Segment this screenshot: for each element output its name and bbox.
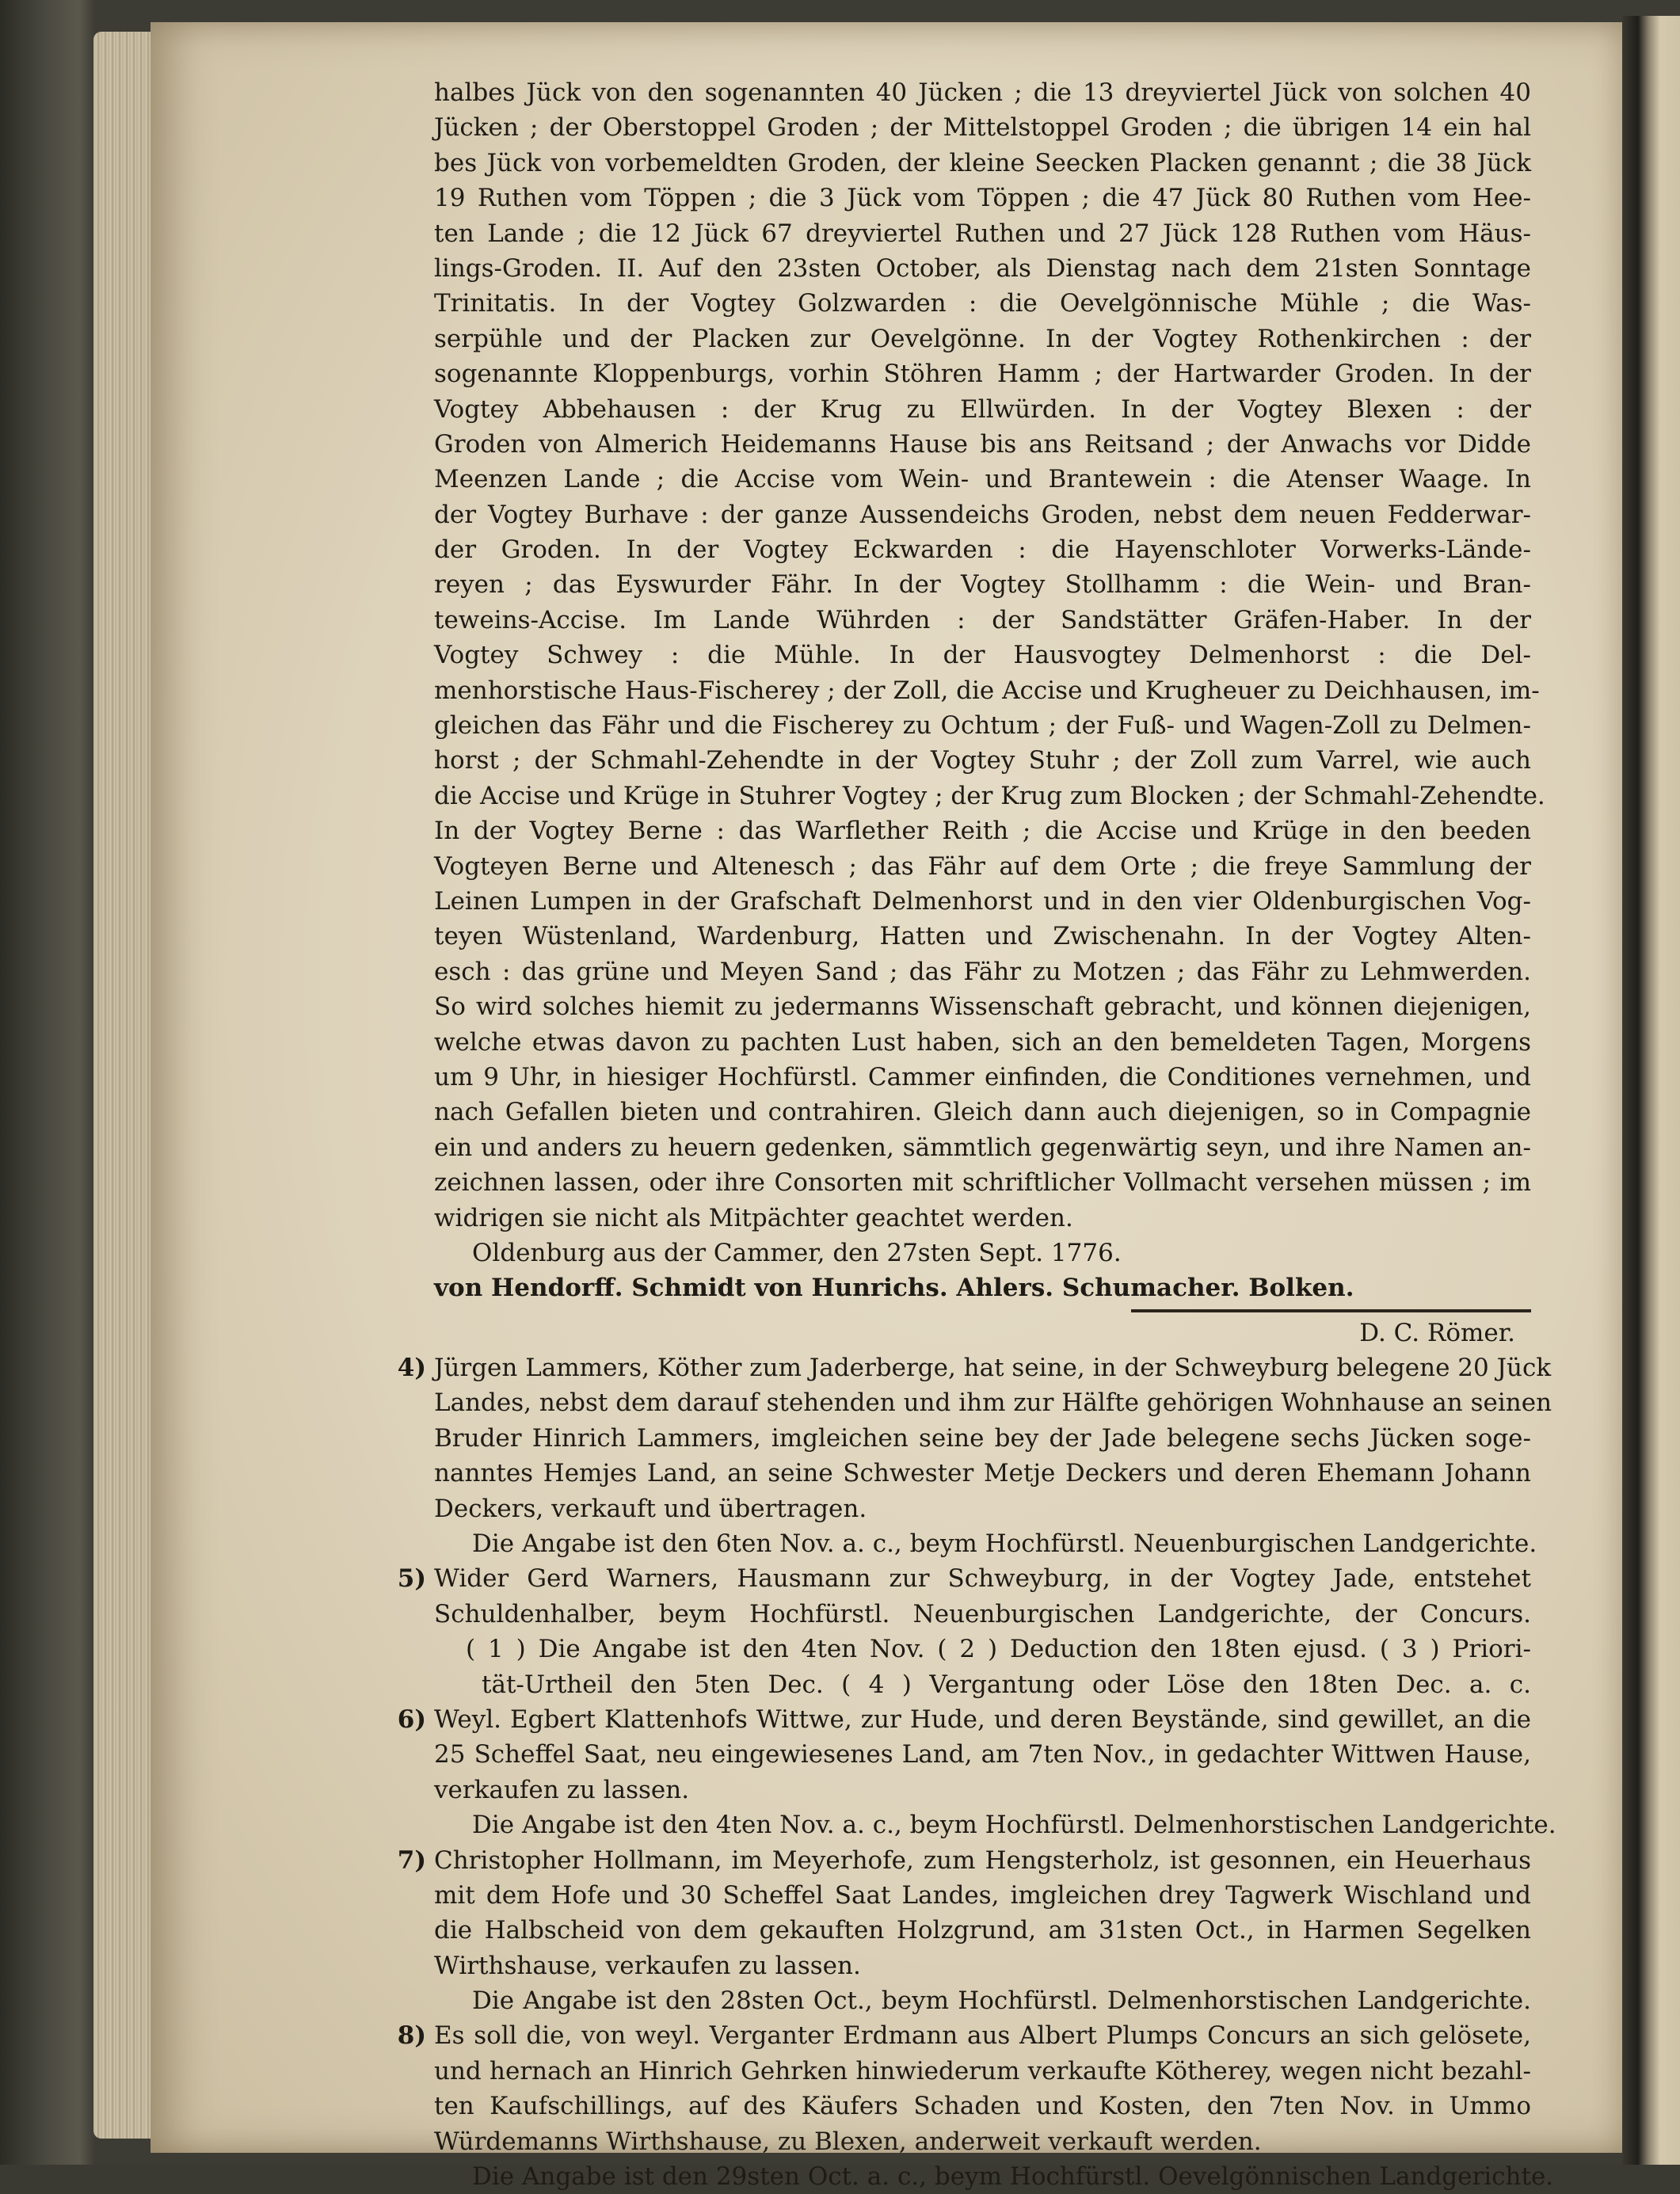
notice-number: 4) bbox=[397, 1354, 426, 1383]
notice-7 bbox=[397, 1843, 1531, 2019]
text-line: Landes, nebst dem darauf stehenden und ihm zur Hälfte gehörigen Wohnhause an seinen bbox=[434, 1388, 1552, 1418]
text-line: Vogteyen Berne und Altenesch ; das Fähr auf dem Orte ; die freye Sammlung der bbox=[434, 851, 1531, 881]
text-line: 19 Ruthen vom Töppen ; die 3 Jück vom Töppen ; die 47 Jück 80 Ruthen vom Hee- bbox=[434, 184, 1531, 213]
text-line: nach Gefallen bieten und contrahiren. Gleich dann auch diejenigen, so in Compagnie bbox=[434, 1098, 1531, 1127]
text-line: widrigen sie nicht als Mitpächter geachtet werden. bbox=[434, 1203, 1073, 1232]
page-text bbox=[397, 75, 1556, 2194]
text-line: Leinen Lumpen in der Grafschaft Delmenhorst und in den vier Oldenburgischen Vog- bbox=[434, 886, 1531, 916]
continuation-block bbox=[434, 75, 1545, 1236]
notice-5 bbox=[397, 1561, 1531, 1702]
text-line: gleichen das Fähr und die Fischerey zu Ochtum ; der Fuß- und Wagen-Zoll zu Delmen- bbox=[434, 711, 1531, 741]
text-line: mit dem Hofe und 30 Scheffel Saat Landes, imgleichen drey Tagwerk Wischland und bbox=[434, 1880, 1531, 1910]
notice-note: ( 1 ) Die Angabe ist den 4ten Nov. ( 2 ) Deduction den 18ten ejusd. ( 3 ) Priori- bbox=[466, 1635, 1531, 1664]
text-line: 25 Scheffel Saat, neu eingewiesenes Land, am 7ten Nov., in gedachter Wittwen Hause, bbox=[434, 1740, 1531, 1769]
notice-4 bbox=[397, 1350, 1552, 1561]
text-line: der Vogtey Burhave : der ganze Aussendeichs Groden, nebst dem neuen Fedderwar- bbox=[434, 500, 1531, 529]
text-line: Bruder Hinrich Lammers, imgleichen seine bey der Jade belegene sechs Jücken soge- bbox=[434, 1423, 1531, 1453]
text-line: Schuldenhalber, beym Hochfürstl. Neuenburgischen Landgerichte, der Concurs. bbox=[434, 1599, 1531, 1628]
notice-note: tät-Urtheil den 5ten Dec. ( 4 ) Vergantung oder Löse den 18ten Dec. a. c. bbox=[482, 1670, 1531, 1699]
text-line: Es soll die, von weyl. Verganter Erdmann aus Albert Plumps Concurs an sich gelösete, bbox=[434, 2021, 1531, 2051]
text-line: horst ; der Schmahl-Zehendte in der Vogtey Stuhr ; der Zoll zum Varrel, wie auch bbox=[434, 746, 1531, 775]
text-line: Deckers, verkauft und übertragen. bbox=[434, 1494, 867, 1523]
notice-number: 5) bbox=[397, 1564, 426, 1594]
text-line: die Halbscheid von dem gekauften Holzgrund, am 31sten Oct., in Harmen Segelken bbox=[434, 1916, 1531, 1945]
text-line: bes Jück von vorbemeldten Groden, der kleine Seecken Placken genannt ; die 38 Jück bbox=[434, 148, 1531, 177]
text-line: In der Vogtey Berne : das Warflether Reith ; die Accise und Krüge in den beeden bbox=[434, 817, 1531, 846]
notice-6 bbox=[397, 1702, 1556, 1843]
text-line: lings-Groden. II. Auf den 23sten October, als Dienstag nach dem 21sten Sonntage bbox=[434, 253, 1531, 283]
text-line: verkaufen zu lassen. bbox=[434, 1775, 690, 1804]
notice-number: 6) bbox=[397, 1705, 426, 1734]
text-line: Jücken ; der Oberstoppel Groden ; der Mittelstoppel Groden ; die übrigen 14 ein hal bbox=[434, 113, 1531, 143]
notice-8 bbox=[397, 2018, 1554, 2194]
text-line: menhorstische Haus-Fischerey ; der Zoll, die Accise und Krugheuer zu Deichhausen, im- bbox=[434, 676, 1540, 705]
text-line: ten Lande ; die 12 Jück 67 dreyviertel Ruthen und 27 Jück 128 Ruthen vom Häus- bbox=[434, 219, 1531, 248]
text-line: esch : das grüne und Meyen Sand ; das Fähr zu Motzen ; das Fähr zu Lehmwerden. bbox=[434, 957, 1531, 986]
text-line: halbes Jück von den sogenannten 40 Jücken ; die 13 dreyviertel Jück von solchen 40 bbox=[434, 78, 1531, 107]
text-line: welche etwas davon zu pachten Lust haben, sich an den bemeldeten Tagen, Morgens bbox=[434, 1027, 1531, 1057]
text-line: ein und anders zu heuern gedenken, sämmtlich gegenwärtig seyn, und ihre Namen an- bbox=[434, 1133, 1531, 1162]
text-line: teweins-Accise. Im Lande Wührden : der Sandstätter Gräfen-Haber. In der bbox=[434, 605, 1531, 634]
text-line: um 9 Uhr, in hiesiger Hochfürstl. Cammer einfinden, die Conditiones vernehmen, und bbox=[434, 1062, 1531, 1091]
notice-number: 8) bbox=[397, 2021, 426, 2051]
text-line: Weyl. Egbert Klattenhofs Wittwe, zur Hude, und deren Beystände, sind gewillet, an die bbox=[434, 1705, 1531, 1734]
text-line: serpühle und der Placken zur Oevelgönne. In der Vogtey Rothenkirchen : der bbox=[434, 324, 1531, 353]
text-line: reyen ; das Eyswurder Fähr. In der Vogtey Stollhamm : die Wein- und Bran- bbox=[434, 570, 1531, 600]
text-line: die Accise und Krüge in Stuhrer Vogtey ; der Krug zum Blocken ; der Schmahl-Zehendte. bbox=[434, 781, 1545, 810]
text-line: Wirthshause, verkaufen zu lassen. bbox=[434, 1951, 861, 1980]
notice-number: 7) bbox=[397, 1845, 426, 1875]
text-line: ten Kaufschillings, auf des Käufers Schaden und Kosten, den 7ten Nov. in Ummo bbox=[434, 2092, 1531, 2121]
signatories: von Hendorff. Schmidt von Hunrichs. Ahlers. Schumacher. Bolken. bbox=[434, 1274, 1354, 1303]
facing-page-edge bbox=[1622, 16, 1680, 2165]
text-line: und hernach an Hinrich Gehrken hinwiederum verkaufte Kötherey, wegen nicht bezahl- bbox=[434, 2056, 1531, 2085]
text-line: sogenannte Kloppenburgs, vorhin Stöhren Hamm ; der Hartwarder Groden. In der bbox=[434, 360, 1531, 389]
signature-rule bbox=[1131, 1309, 1531, 1312]
countersign: D. C. Römer. bbox=[1359, 1318, 1515, 1347]
text-line: Jürgen Lammers, Köther zum Jaderberge, hat seine, in der Schweyburg belegene 20 Jück bbox=[434, 1354, 1552, 1383]
notice-note: Die Angabe ist den 28sten Oct., beym Hochfürstl. Delmenhorstischen Landgerichte. bbox=[472, 1986, 1531, 2016]
notice-note: Die Angabe ist den 4ten Nov. a. c., beym Hochfürstl. Delmenhorstischen Landgerichte. bbox=[472, 1811, 1556, 1840]
text-line: Meenzen Lande ; die Accise vom Wein- und Brantewein : die Atenser Waage. In bbox=[434, 465, 1531, 494]
dateline: Oldenburg aus der Cammer, den 27sten Sept. 1776. bbox=[472, 1238, 1122, 1267]
text-line: Trinitatis. In der Vogtey Golzwarden : die Oevelgönnische Mühle ; die Was- bbox=[434, 289, 1531, 318]
text-line: teyen Wüstenland, Wardenburg, Hatten und Zwischenahn. In der Vogtey Alten- bbox=[434, 922, 1531, 951]
text-line: Wider Gerd Warners, Hausmann zur Schweyburg, in der Vogtey Jade, entstehet bbox=[434, 1564, 1531, 1594]
text-line: Vogtey Abbehausen : der Krug zu Ellwürden. In der Vogtey Blexen : der bbox=[434, 394, 1531, 424]
notice-note: Die Angabe ist den 29sten Oct. a. c., beym Hochfürstl. Oevelgönnischen Landgerichte. bbox=[472, 2162, 1554, 2192]
text-line: So wird solches hiemit zu jedermanns Wissenschaft gebracht, und können diejenigen, bbox=[434, 992, 1531, 1022]
text-line: Christopher Hollmann, im Meyerhofe, zum Hengsterholz, ist gesonnen, ein Heuerhaus bbox=[434, 1845, 1531, 1875]
text-line: Groden von Almerich Heidemanns Hause bis ans Reitsand ; der Anwachs vor Didde bbox=[434, 429, 1531, 459]
text-line: zeichnen lassen, oder ihre Consorten mit schriftlicher Vollmacht versehen müssen ; im bbox=[434, 1168, 1531, 1198]
notice-note: Die Angabe ist den 6ten Nov. a. c., beym Hochfürstl. Neuenburgischen Landgerichte. bbox=[472, 1529, 1537, 1559]
text-line: nanntes Hemjes Land, an seine Schwester Metje Deckers und deren Ehemann Johann bbox=[434, 1459, 1531, 1488]
text-line: Würdemanns Wirthshause, zu Blexen, anderweit verkauft werden. bbox=[434, 2127, 1262, 2156]
text-line: Vogtey Schwey : die Mühle. In der Hausvogtey Delmenhorst : die Del- bbox=[434, 641, 1531, 670]
text-line: der Groden. In der Vogtey Eckwarden : die Hayenschloter Vorwerks-Lände- bbox=[434, 535, 1531, 565]
